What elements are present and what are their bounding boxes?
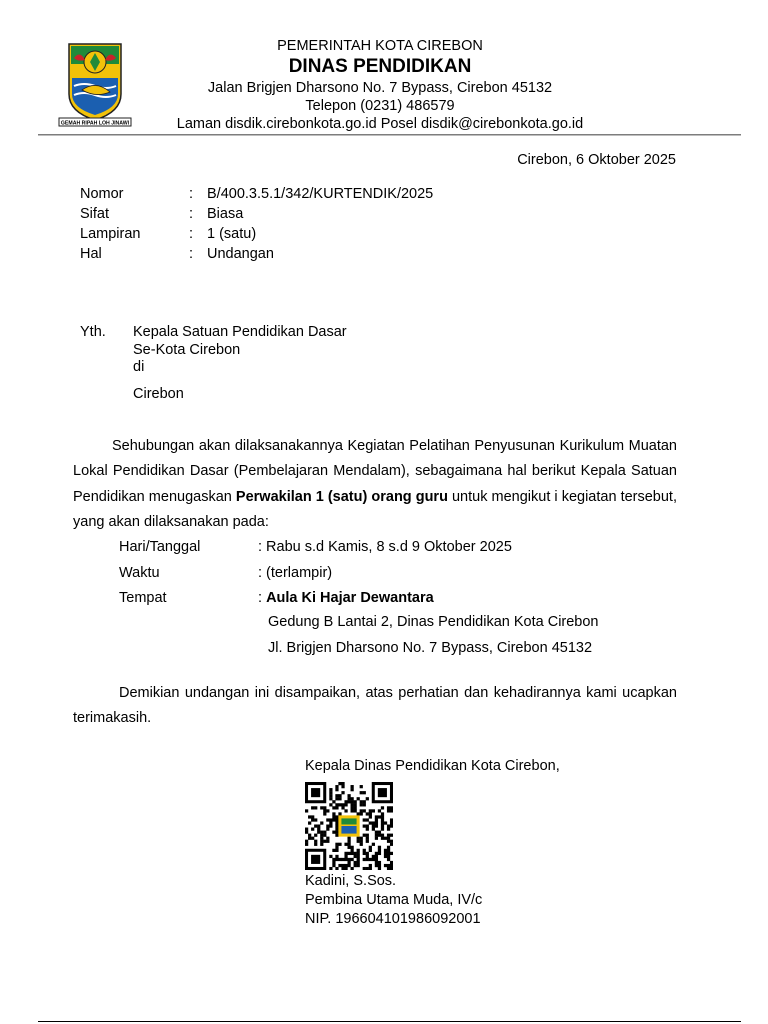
meta-lampiran-label: Lampiran [80, 226, 141, 242]
signature-nip: NIP. 196604101986092001 [305, 911, 481, 927]
meta-hal-value: Undangan [207, 246, 274, 262]
closing-text: Demikian undangan ini disampaikan, atas perhatian dan kehadirannya kami ucapkan terimakasih. [73, 685, 677, 727]
detail-time-label: Waktu [119, 565, 160, 581]
signature-qr-code [305, 782, 393, 870]
meta-nomor-label: Nomor [80, 186, 124, 202]
meta-sifat-sep: : [189, 206, 194, 222]
signature-rank: Pembina Utama Muda, IV/c [305, 892, 483, 908]
meta-hal-sep: : [189, 246, 194, 262]
city-emblem-logo [56, 40, 134, 128]
detail-date-value: : Rabu s.d Kamis, 8 s.d 9 Oktober 2025 [258, 539, 512, 555]
letter-date: Cirebon, 6 Oktober 2025 [517, 152, 676, 168]
detail-time-value: : (terlampir) [258, 565, 333, 581]
recipient-line2: Se-Kota Cirebon [133, 342, 241, 358]
p1-text-a: Sehubungan akan dilaksanakannya Kegiatan Pelatihan Penyusunan Kurikulum Muatan Lokal Pendidikan Dasar (Pembelajaran Mendalam), sebagaimana hal berikut Kepala Satuan Pendidikan menugaskan [73, 438, 677, 505]
recipient-line1: Kepala Satuan Pendidikan Dasar [133, 324, 347, 340]
meta-nomor-sep: : [189, 186, 194, 202]
kop-agency: DINAS PENDIDIKAN [288, 56, 472, 77]
closing-paragraph [73, 681, 677, 732]
page-bottom-line [38, 1021, 741, 1022]
kop-government: PEMERINTAH KOTA CIREBON [277, 38, 483, 54]
body-paragraph-1 [73, 434, 677, 535]
meta-sifat-value: Biasa [207, 206, 244, 222]
recipient-prefix: Yth. [80, 324, 106, 340]
detail-place-label: Tempat [119, 590, 167, 606]
kop-web: Laman disdik.cirebonkota.go.id Posel disdik@cirebonkota.go.id [176, 116, 584, 132]
recipient-line3: di [133, 359, 145, 375]
logo-motto: GEMAH RIPAH LOH JINAWI [60, 120, 130, 127]
venue-line-2: Gedung B Lantai 2, Dinas Pendidikan Kota Cirebon [268, 614, 599, 630]
kop-divider [38, 134, 741, 136]
kop-address: Jalan Brigjen Dharsono No. 7 Bypass, Cirebon 45132 [207, 80, 553, 96]
meta-sifat-label: Sifat [80, 206, 110, 222]
meta-lampiran-sep: : [189, 226, 194, 242]
recipient-line4: Cirebon [133, 386, 184, 402]
p1-text-b: untuk mengikut i kegiatan tersebut, yang akan dilaksanakan pada: [73, 488, 677, 530]
venue-line-3: Jl. Brigjen Dharsono No. 7 Bypass, Cirebon 45132 [268, 640, 593, 656]
detail-place-prefix: : [258, 590, 267, 606]
meta-hal-label: Hal [80, 246, 102, 262]
p1-bold: Perwakilan 1 (satu) orang guru [235, 488, 448, 505]
kop-phone: Telepon (0231) 486579 [305, 98, 455, 114]
signature-name: Kadini, S.Sos. [305, 873, 397, 889]
meta-nomor-value: B/400.3.5.1/342/KURTENDIK/2025 [207, 186, 434, 202]
detail-date-label: Hari/Tanggal [119, 539, 201, 555]
detail-place-bold: Aula Ki Hajar Dewantara [266, 590, 434, 606]
signature-title: Kepala Dinas Pendidikan Kota Cirebon, [305, 758, 560, 774]
detail-place-value [258, 590, 434, 606]
meta-lampiran-value: 1 (satu) [207, 226, 257, 242]
